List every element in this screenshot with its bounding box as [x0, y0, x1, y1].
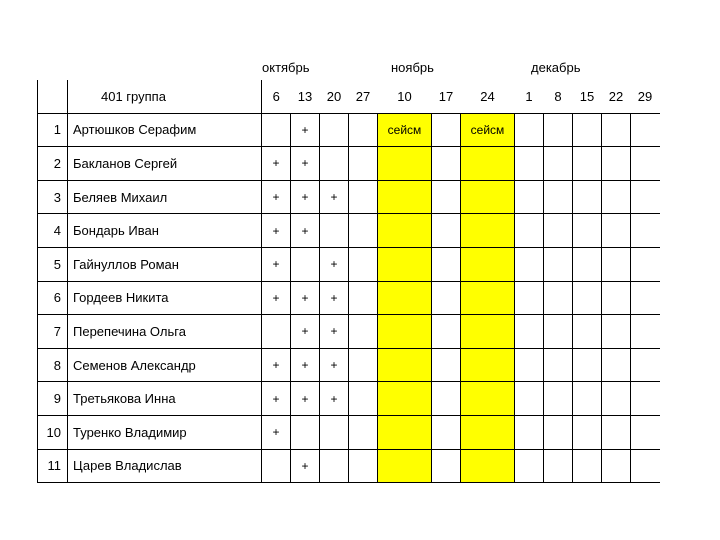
attendance-cell [432, 449, 461, 483]
table-row [38, 247, 660, 281]
attendance-cell-empty [602, 247, 631, 281]
attendance-cell-empty [631, 281, 660, 315]
attendance-cell [262, 113, 291, 147]
attendance-cell-empty [631, 415, 660, 449]
table-row [38, 147, 660, 181]
attendance-cell-empty [602, 113, 631, 147]
attendance-cell-empty [573, 382, 602, 416]
attendance-cell [378, 382, 432, 416]
table-row [38, 113, 660, 147]
month-label-december: декабрь [531, 60, 581, 75]
table-row [38, 281, 660, 315]
attendance-cell-empty [631, 113, 660, 147]
student-name: Царев Владислав [68, 449, 262, 483]
date-header: 10 [397, 88, 412, 104]
attendance-cell [349, 180, 378, 214]
date-header: 17 [438, 88, 454, 104]
attendance-cell: + [262, 348, 291, 382]
attendance-cell-empty [515, 113, 544, 147]
row-number: 1 [38, 113, 68, 147]
attendance-cell-empty [544, 214, 573, 248]
attendance-cell [349, 348, 378, 382]
attendance-cell [378, 147, 432, 181]
attendance-cell: + [291, 281, 320, 315]
attendance-cell [432, 281, 461, 315]
attendance-cell-empty [515, 449, 544, 483]
attendance-cell [432, 315, 461, 349]
attendance-cell [432, 147, 461, 181]
row-number: 7 [38, 315, 68, 349]
attendance-cell [378, 348, 432, 382]
attendance-cell [349, 214, 378, 248]
attendance-cell-empty [515, 315, 544, 349]
table-row [38, 315, 660, 349]
attendance-cell-empty [515, 214, 544, 248]
date-header: 20 [326, 88, 342, 104]
attendance-cell [378, 247, 432, 281]
attendance-cell [432, 382, 461, 416]
student-name: Гайнуллов Роман [68, 247, 262, 281]
attendance-cell-empty [515, 147, 544, 181]
attendance-cell [262, 449, 291, 483]
attendance-cell-empty [515, 415, 544, 449]
attendance-cell-empty [544, 281, 573, 315]
date-header: 1 [525, 88, 533, 104]
attendance-cell: + [320, 382, 349, 416]
date-header: 6 [272, 88, 280, 104]
row-number: 6 [38, 281, 68, 315]
attendance-cell: + [320, 281, 349, 315]
table-row [38, 214, 660, 248]
date-header: 27 [355, 88, 371, 104]
attendance-cell-empty [515, 348, 544, 382]
date-header: 13 [297, 88, 313, 104]
student-name: Бондарь Иван [68, 214, 262, 248]
attendance-cell [461, 348, 515, 382]
attendance-cell: + [320, 247, 349, 281]
attendance-cell-empty [631, 348, 660, 382]
attendance-cell-empty [602, 382, 631, 416]
attendance-cell [378, 214, 432, 248]
attendance-cell [349, 147, 378, 181]
attendance-cell [349, 315, 378, 349]
student-name: Беляев Михаил [68, 180, 262, 214]
attendance-cell [461, 281, 515, 315]
attendance-cell-empty [515, 180, 544, 214]
attendance-cell-empty [602, 281, 631, 315]
attendance-cell-empty [602, 147, 631, 181]
attendance-cell [378, 315, 432, 349]
attendance-cell [349, 415, 378, 449]
attendance-cell [461, 382, 515, 416]
date-header: 8 [554, 88, 562, 104]
attendance-cell [349, 113, 378, 147]
table-row [38, 180, 660, 214]
attendance-cell-empty [515, 247, 544, 281]
attendance-cell-empty [573, 214, 602, 248]
attendance-cell-empty [544, 315, 573, 349]
row-number: 11 [38, 449, 68, 483]
row-number: 5 [38, 247, 68, 281]
student-name: Бакланов Сергей [68, 147, 262, 181]
date-header: 24 [480, 88, 495, 104]
group-label: 401 группа [68, 80, 262, 113]
row-number: 9 [38, 382, 68, 416]
attendance-cell-empty [544, 247, 573, 281]
student-name: Перепечина Ольга [68, 315, 262, 349]
month-label-october: октябрь [262, 60, 310, 75]
attendance-cell-empty [631, 147, 660, 181]
attendance-cell-empty [631, 247, 660, 281]
attendance-cell [320, 147, 349, 181]
attendance-cell: + [320, 180, 349, 214]
attendance-cell-empty [631, 180, 660, 214]
attendance-cell-empty [544, 147, 573, 181]
attendance-cell-empty [544, 113, 573, 147]
row-number: 3 [38, 180, 68, 214]
row-number: 10 [38, 415, 68, 449]
attendance-cell: + [262, 214, 291, 248]
attendance-cell [291, 415, 320, 449]
attendance-cell-empty [602, 415, 631, 449]
attendance-cell: + [262, 281, 291, 315]
date-header: 29 [637, 88, 653, 104]
attendance-cell [461, 214, 515, 248]
attendance-cell-empty [602, 348, 631, 382]
attendance-cell-empty [544, 348, 573, 382]
attendance-cell: + [262, 382, 291, 416]
attendance-cell [378, 449, 432, 483]
attendance-cell [461, 247, 515, 281]
attendance-cell: + [262, 147, 291, 181]
attendance-cell: + [291, 147, 320, 181]
attendance-cell-empty [573, 281, 602, 315]
attendance-cell-empty [602, 449, 631, 483]
attendance-cell-empty [544, 382, 573, 416]
attendance-cell [378, 180, 432, 214]
attendance-cell: + [291, 348, 320, 382]
date-header: 15 [579, 88, 595, 104]
attendance-cell-empty [602, 214, 631, 248]
attendance-cell: сейсм [461, 113, 515, 147]
attendance-cell [432, 247, 461, 281]
student-name: Туренко Владимир [68, 415, 262, 449]
attendance-cell-empty [631, 214, 660, 248]
attendance-cell: + [320, 315, 349, 349]
attendance-cell [461, 449, 515, 483]
header-row [38, 80, 660, 113]
student-name: Третьякова Инна [68, 382, 262, 416]
table-row [38, 348, 660, 382]
attendance-cell-empty [573, 113, 602, 147]
attendance-cell [320, 214, 349, 248]
table-row [38, 449, 660, 483]
attendance-cell [432, 415, 461, 449]
attendance-cell [432, 214, 461, 248]
attendance-cell: + [262, 180, 291, 214]
attendance-cell [349, 449, 378, 483]
attendance-cell-empty [602, 180, 631, 214]
table-row [38, 382, 660, 416]
table-row [38, 415, 660, 449]
attendance-cell-empty [573, 449, 602, 483]
row-number: 2 [38, 147, 68, 181]
attendance-cell: + [320, 348, 349, 382]
row-number: 8 [38, 348, 68, 382]
attendance-cell: + [262, 415, 291, 449]
attendance-cell [432, 348, 461, 382]
attendance-cell-empty [631, 382, 660, 416]
attendance-cell-empty [573, 147, 602, 181]
attendance-cell-empty [631, 449, 660, 483]
attendance-cell [320, 113, 349, 147]
attendance-table [37, 80, 660, 483]
attendance-cell: + [291, 180, 320, 214]
attendance-cell: + [291, 382, 320, 416]
attendance-cell-empty [544, 415, 573, 449]
attendance-cell [432, 113, 461, 147]
attendance-cell [378, 281, 432, 315]
student-name: Артюшков Серафим [68, 113, 262, 147]
student-name: Семенов Александр [68, 348, 262, 382]
header-corner-cell [38, 80, 68, 113]
attendance-cell [378, 415, 432, 449]
attendance-cell [320, 415, 349, 449]
attendance-cell-empty [631, 315, 660, 349]
attendance-cell: + [291, 214, 320, 248]
attendance-cell [461, 180, 515, 214]
attendance-cell-empty [515, 281, 544, 315]
attendance-cell-empty [602, 315, 631, 349]
attendance-cell: + [291, 315, 320, 349]
attendance-cell-empty [515, 382, 544, 416]
month-label-november: ноябрь [391, 60, 434, 75]
attendance-cell-empty [573, 348, 602, 382]
attendance-cell [320, 449, 349, 483]
attendance-cell [432, 180, 461, 214]
attendance-cell: + [291, 113, 320, 147]
attendance-cell [461, 147, 515, 181]
attendance-cell-empty [573, 180, 602, 214]
attendance-cell [349, 382, 378, 416]
date-header: 22 [608, 88, 624, 104]
attendance-cell-empty [544, 180, 573, 214]
attendance-cell: + [291, 449, 320, 483]
attendance-cell [262, 315, 291, 349]
attendance-cell [349, 247, 378, 281]
attendance-cell-empty [573, 415, 602, 449]
attendance-cell-empty [573, 315, 602, 349]
attendance-cell [349, 281, 378, 315]
attendance-cell [291, 247, 320, 281]
student-name: Гордеев Никита [68, 281, 262, 315]
attendance-cell [461, 415, 515, 449]
attendance-cell-empty [544, 449, 573, 483]
attendance-cell [461, 315, 515, 349]
attendance-cell: сейсм [378, 113, 432, 147]
attendance-cell-empty [573, 247, 602, 281]
attendance-cell: + [262, 247, 291, 281]
row-number: 4 [38, 214, 68, 248]
